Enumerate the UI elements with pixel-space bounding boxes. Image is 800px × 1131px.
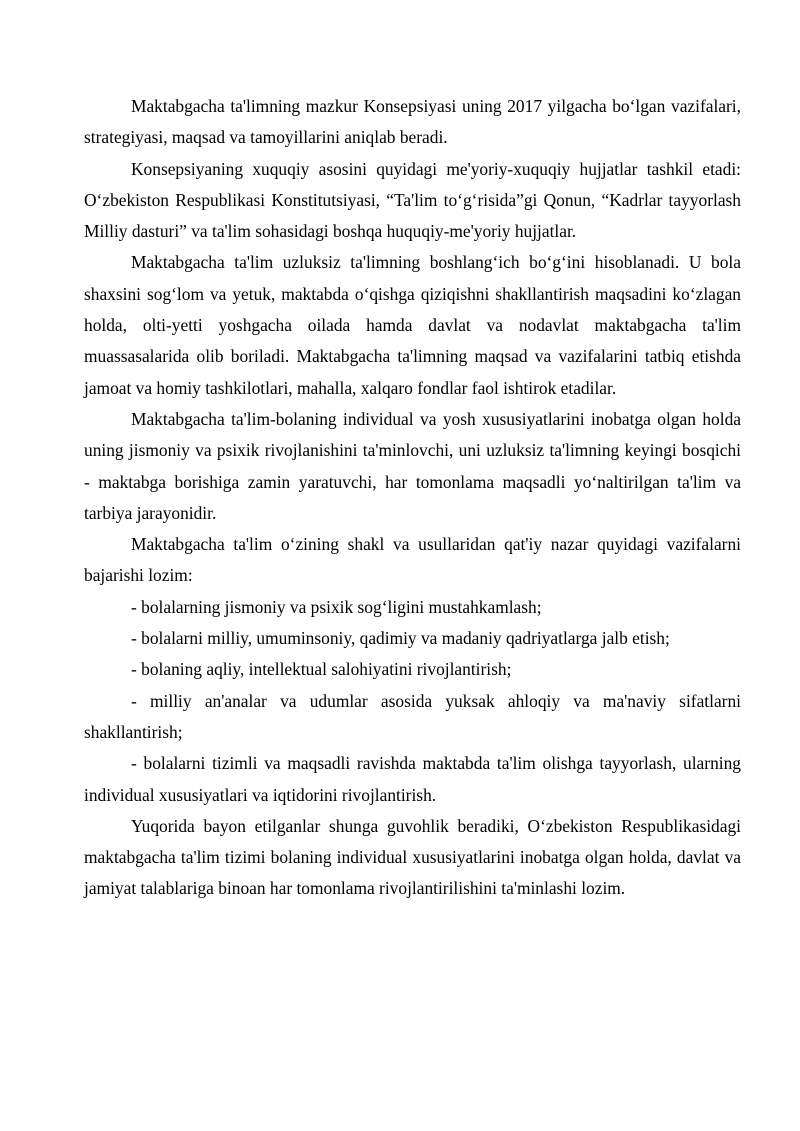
list-item-school-readiness: - bolalarni tizimli va maqsadli ravishda maktabda ta'lim olishga tayyorlash, ularning individual xususiyatlari va iqtidorini rivojlantirish.: [84, 753, 741, 805]
list-item-morals: - milliy an'analar va udumlar asosida yuksak ahloqiy va ma'naviy sifatlarni shakllantirish;: [84, 690, 741, 742]
paragraph-concept-intro: Maktabgacha ta'limning mazkur Konsepsiyasi uning 2017 yilgacha bo‘lgan vazifalari, strategiyasi, maqsad va tamoyillarini aniqlab beradi.: [84, 96, 741, 148]
document-body: [84, 91, 741, 905]
paragraph-tasks-intro: Maktabgacha ta'lim o‘zining shakl va usullaridan qat'iy nazar quyidagi vazifalarni bajarishi lozim:: [84, 534, 741, 586]
paragraph-legal-basis: Konsepsiyaning xuquqiy asosini quyidagi me'yoriy-xuquqiy hujjatlar tashkil etadi: O‘zbekiston Respublikasi Konstitutsiyasi, “Ta'lim to‘g‘risida”gi Qonun, “Kadrlar tayyorlash Milliy dasturi” va ta'lim sohasidagi boshqa huquqiy-me'yoriy hujjatlar.: [84, 158, 741, 242]
list-item-values: - bolalarni milliy, umuminsoniy, qadimiy va madaniy qadriyatlarga jalb etish;: [131, 628, 670, 649]
paragraph-conclusion: Yuqorida bayon etilganlar shunga guvohlik beradiki, O‘zbekiston Respublikasidagi maktabgacha ta'lim tizimi bolaning individual xususiyatlarini inobatga olgan holda, davlat va jamiyat talablariga binoan har tomonlama rivojlantirilishini ta'minlashi lozim.: [84, 815, 741, 899]
paragraph-continuous-education: Maktabgacha ta'lim uzluksiz ta'limning boshlang‘ich bo‘g‘ini hisoblanadi. U bola shaxsini sog‘lom va yetuk, maktabda o‘qishga qiziqishni shakllantirish maqsadini ko‘zlagan holda, olti-yetti yoshgacha oilada hamda davlat va nodavlat maktabgacha ta'lim muassasalarida olib boriladi. Maktabgacha ta'limning maqsad va vazifalarini tatbiq etishda jamoat va homiy tashkilotlari, mahalla, xalqaro fondlar faol ishtirok etadilar.: [84, 252, 741, 398]
paragraph-definition: Maktabgacha ta'lim-bolaning individual va yosh xususiyatlarini inobatga olgan holda uning jismoniy va psixik rivojlanishini ta'minlovchi, uni uzluksiz ta'limning keyingi bosqichi - maktabga borishiga zamin yaratuvchi, har tomonlama maqsadli yo‘naltirilgan ta'lim va tarbiya jarayonidir.: [84, 408, 741, 523]
list-item-intellect: - bolaning aqliy, intellektual salohiyatini rivojlantirish;: [131, 659, 512, 680]
list-item-health: - bolalarning jismoniy va psixik sog‘ligini mustahkamlash;: [131, 596, 542, 617]
